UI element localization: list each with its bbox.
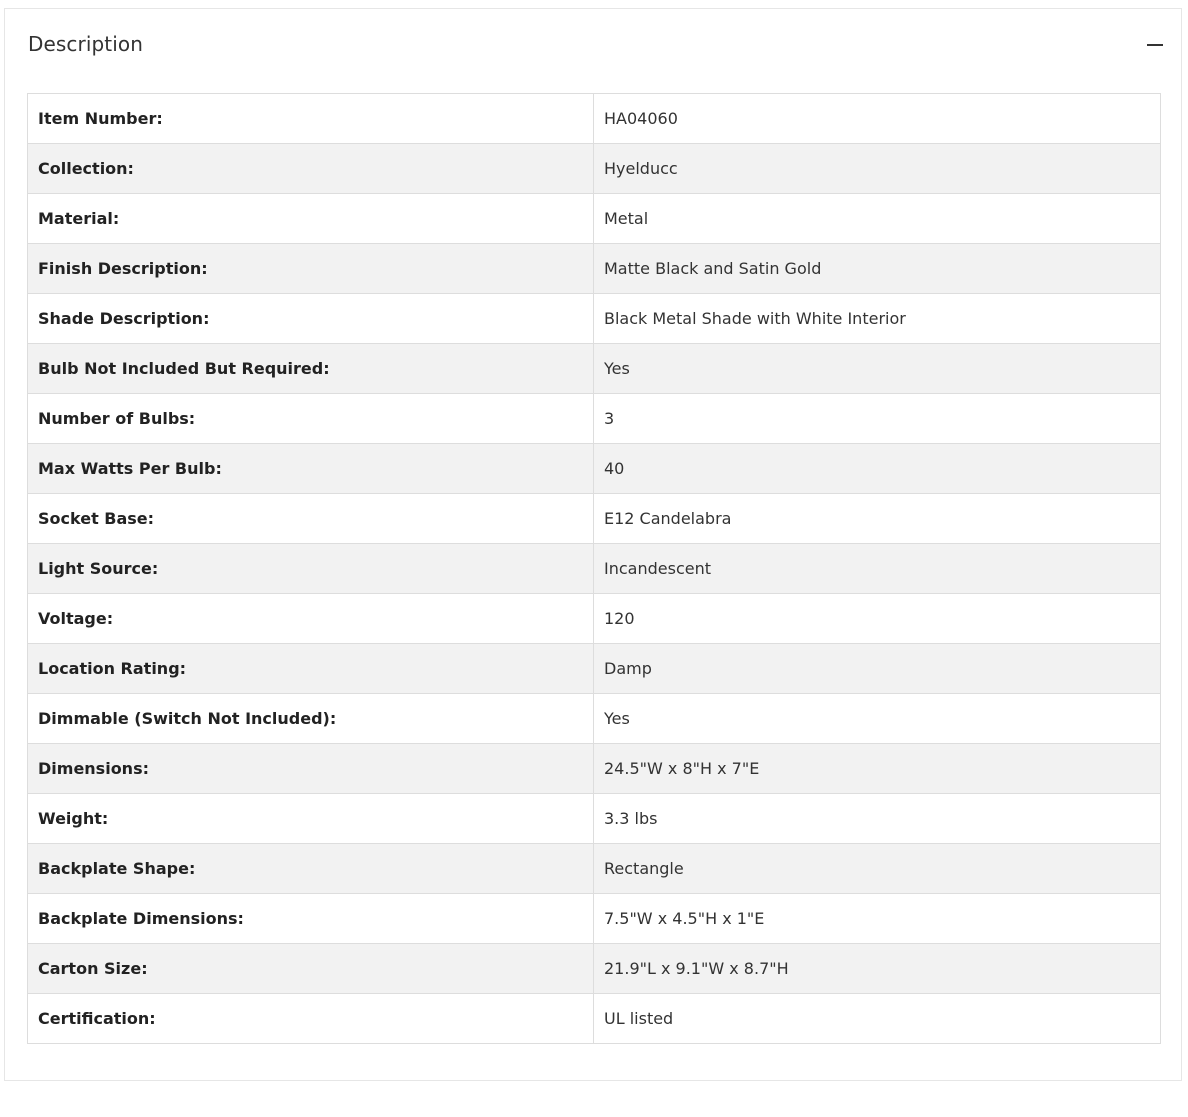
table-row (28, 644, 1161, 694)
table-row (28, 394, 1161, 444)
table-row (28, 894, 1161, 944)
spec-value: 3.3 lbs (594, 794, 1161, 844)
spec-value: Yes (594, 344, 1161, 394)
spec-label: Shade Description: (28, 294, 594, 344)
spec-value: Hyelducc (594, 144, 1161, 194)
table-row (28, 144, 1161, 194)
description-panel (4, 8, 1182, 1081)
table-row (28, 844, 1161, 894)
spec-value: 7.5"W x 4.5"H x 1"E (594, 894, 1161, 944)
spec-label: Carton Size: (28, 944, 594, 994)
section-title: Description (28, 32, 144, 56)
collapse-icon[interactable] (1143, 33, 1167, 57)
table-row (28, 344, 1161, 394)
table-row (28, 294, 1161, 344)
spec-value: Rectangle (594, 844, 1161, 894)
spec-value: 3 (594, 394, 1161, 444)
table-row (28, 544, 1161, 594)
spec-label: Number of Bulbs: (28, 394, 594, 444)
spec-value: 40 (594, 444, 1161, 494)
spec-label: Max Watts Per Bulb: (28, 444, 594, 494)
description-header[interactable] (5, 9, 1181, 83)
spec-label: Socket Base: (28, 494, 594, 544)
spec-label: Dimmable (Switch Not Included): (28, 694, 594, 744)
spec-value: 120 (594, 594, 1161, 644)
spec-label: Backplate Dimensions: (28, 894, 594, 944)
spec-value: E12 Candelabra (594, 494, 1161, 544)
spec-label: Weight: (28, 794, 594, 844)
table-row (28, 244, 1161, 294)
table-row (28, 594, 1161, 644)
spec-value: Incandescent (594, 544, 1161, 594)
spec-label: Certification: (28, 994, 594, 1044)
spec-label: Voltage: (28, 594, 594, 644)
table-row (28, 94, 1161, 144)
table-row (28, 444, 1161, 494)
table-row (28, 694, 1161, 744)
spec-value: HA04060 (594, 94, 1161, 144)
spec-value: 24.5"W x 8"H x 7"E (594, 744, 1161, 794)
table-row (28, 794, 1161, 844)
spec-label: Location Rating: (28, 644, 594, 694)
spec-value: Matte Black and Satin Gold (594, 244, 1161, 294)
spec-value: Black Metal Shade with White Interior (594, 294, 1161, 344)
spec-label: Light Source: (28, 544, 594, 594)
spec-label: Dimensions: (28, 744, 594, 794)
spec-label: Item Number: (28, 94, 594, 144)
minus-icon (1147, 44, 1163, 46)
spec-label: Collection: (28, 144, 594, 194)
table-row (28, 994, 1161, 1044)
spec-label: Backplate Shape: (28, 844, 594, 894)
spec-label: Finish Description: (28, 244, 594, 294)
spec-label: Bulb Not Included But Required: (28, 344, 594, 394)
spec-value: UL listed (594, 994, 1161, 1044)
spec-value: Damp (594, 644, 1161, 694)
spec-value: Yes (594, 694, 1161, 744)
spec-label: Material: (28, 194, 594, 244)
spec-table (27, 93, 1161, 1044)
table-row (28, 744, 1161, 794)
table-row (28, 194, 1161, 244)
table-row (28, 944, 1161, 994)
table-row (28, 494, 1161, 544)
spec-value: Metal (594, 194, 1161, 244)
spec-value: 21.9"L x 9.1"W x 8.7"H (594, 944, 1161, 994)
